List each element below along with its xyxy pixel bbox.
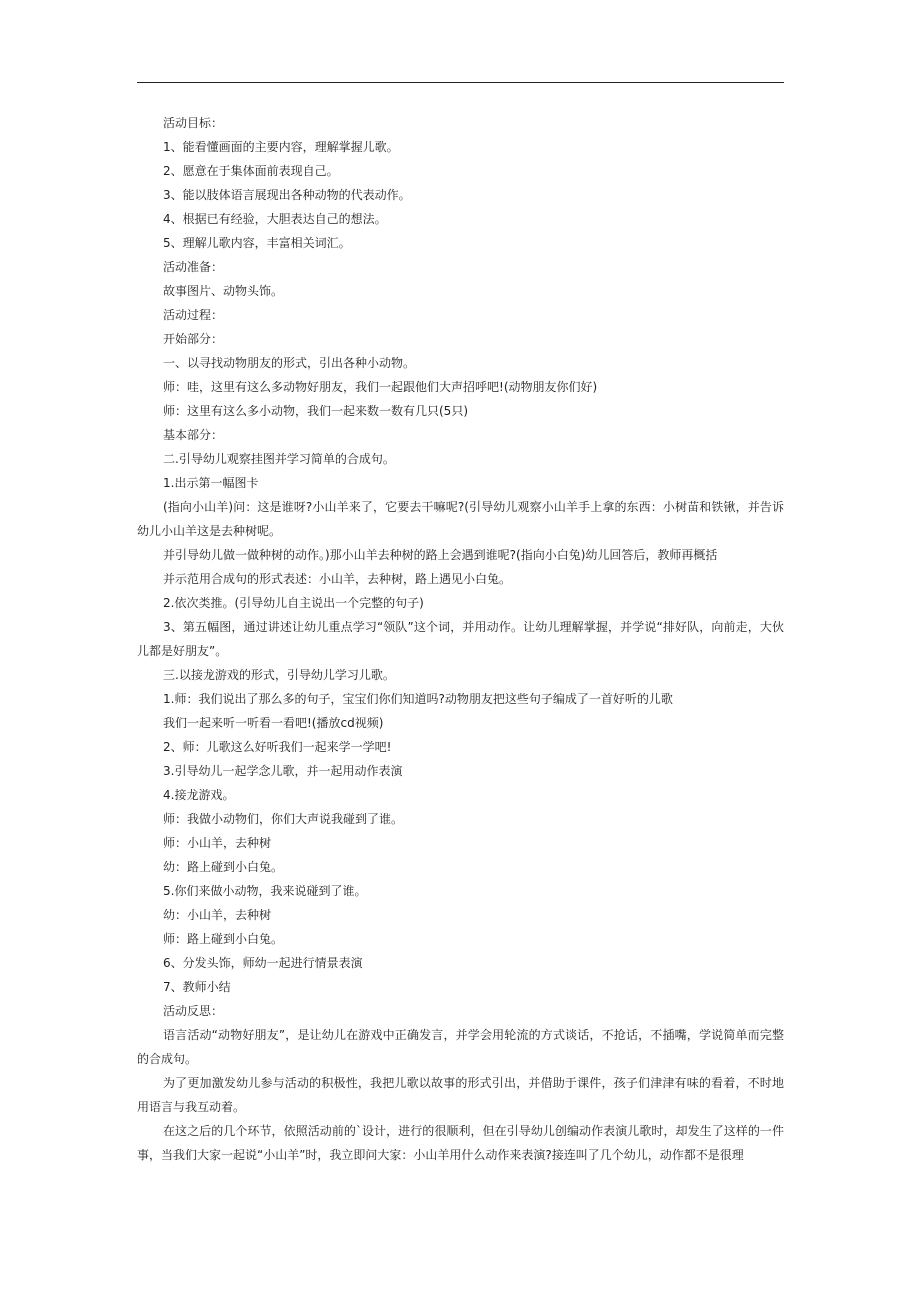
paragraph: 1、能看懂画面的主要内容，理解掌握儿歌。 [163, 140, 399, 154]
paragraph: 3.引导幼儿一起学念儿歌，并一起用动作表演 [163, 764, 403, 778]
paragraph: 2.依次类推。(引导幼儿自主说出一个完整的句子) [163, 596, 424, 610]
paragraph: 为了更加激发幼儿参与活动的积极性，我把儿歌以故事的形式引出，并借助于课件，孩子们津津有味的看着，不时地用语言与我互动着。 [137, 1076, 784, 1114]
paragraph: (指向小山羊)问：这是谁呀?小山羊来了，它要去干嘛呢?(引导幼儿观察小山羊手上拿的东西：小树苗和铁锹，并告诉幼儿小山羊这是去种树呢。 [137, 500, 784, 538]
paragraph: 开始部分： [163, 332, 224, 346]
paragraph: 师：哇，这里有这么多动物好朋友，我们一起跟他们大声招呼吧!(动物朋友你们好) [163, 380, 598, 394]
paragraph: 2、愿意在于集体面前表现自己。 [163, 164, 339, 178]
paragraph: 师：路上碰到小白兔。 [163, 932, 284, 946]
paragraph: 活动反思： [163, 1004, 224, 1018]
paragraph: 活动目标： [163, 116, 224, 130]
paragraph: 故事图片、动物头饰。 [163, 284, 284, 298]
paragraph: 4.接龙游戏。 [163, 788, 235, 802]
paragraph: 在这之后的几个环节，依照活动前的`设计，进行的很顺利，但在引导幼儿创编动作表演儿歌时，却发生了这样的一件事，当我们大家一起说“小山羊”时，我立即问大家：小山羊用什么动作来表演?接连叫了几个幼儿，动作都不是很理 [137, 1124, 784, 1162]
paragraph: 师：这里有这么多小动物，我们一起来数一数有几只(5只) [163, 404, 469, 418]
paragraph: 师：我做小动物们，你们大声说我碰到了谁。 [163, 812, 404, 826]
paragraph: 7、教师小结 [163, 980, 231, 994]
paragraph: 3、第五幅图，通过讲述让幼儿重点学习“领队”这个词，并用动作。让幼儿理解掌握，并学说“排好队，向前走，大伙儿都是好朋友”。 [137, 620, 784, 658]
paragraph: 语言活动“动物好朋友”，是让幼儿在游戏中正确发言，并学会用轮流的方式谈话，不抢话，不插嘴，学说简单而完整的合成句。 [137, 1028, 784, 1066]
paragraph: 4、根据已有经验，大胆表达自己的想法。 [163, 212, 387, 226]
paragraph: 6、分发头饰，师幼一起进行情景表演 [163, 956, 363, 970]
paragraph: 师：小山羊，去种树 [163, 836, 272, 850]
paragraph: 活动过程： [163, 308, 224, 322]
paragraph: 二.引导幼儿观察挂图并学习简单的合成句。 [163, 452, 395, 466]
paragraph: 3、能以肢体语言展现出各种动物的代表动作。 [163, 188, 411, 202]
paragraph: 并引导幼儿做一做种树的动作。)那小山羊去种树的路上会遇到谁呢?(指向小白兔)幼儿回答后，教师再概括 [163, 548, 718, 562]
paragraph: 活动准备： [163, 260, 224, 274]
header-rule [137, 82, 784, 83]
paragraph: 幼：路上碰到小白兔。 [163, 860, 284, 874]
paragraph: 1.出示第一幅图卡 [163, 476, 259, 490]
paragraph: 2、师：儿歌这么好听我们一起来学一学吧! [163, 740, 392, 754]
paragraph: 1.师：我们说出了那么多的句子，宝宝们你们知道吗?动物朋友把这些句子编成了一首好听的儿歌 [163, 692, 673, 706]
paragraph: 三.以接龙游戏的形式，引导幼儿学习儿歌。 [163, 668, 395, 682]
paragraph: 幼：小山羊，去种树 [163, 908, 272, 922]
paragraph: 基本部分： [163, 428, 224, 442]
paragraph: 5、理解儿歌内容，丰富相关词汇。 [163, 236, 351, 250]
paragraph: 我们一起来听一听看一看吧!(播放cd视频) [163, 716, 384, 730]
paragraph: 并示范用合成句的形式表述：小山羊，去种树，路上遇见小白兔。 [163, 572, 512, 586]
paragraph: 一、以寻找动物朋友的形式，引出各种小动物。 [163, 356, 416, 370]
document-body [137, 111, 784, 1167]
paragraph: 5.你们来做小动物，我来说碰到了谁。 [163, 884, 367, 898]
